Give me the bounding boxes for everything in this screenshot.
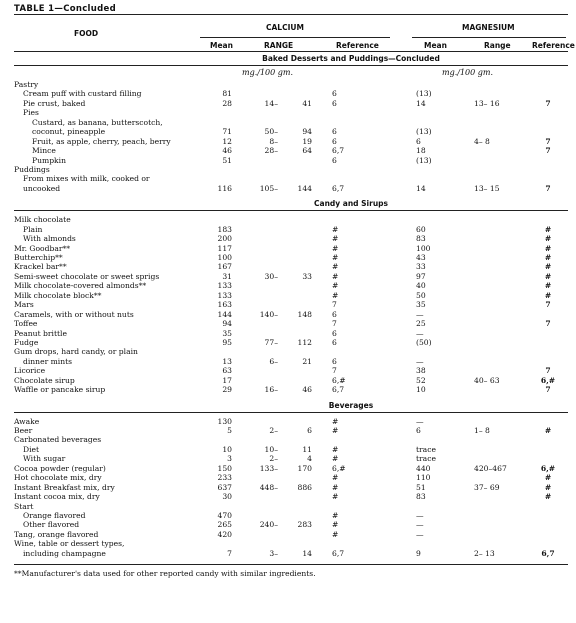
calcium-mean: 420 <box>217 529 232 539</box>
food-name: With almonds <box>23 234 76 244</box>
calcium-mean: 81 <box>222 89 232 99</box>
table-row <box>14 244 568 253</box>
calcium-reference: # <box>332 281 339 291</box>
table-row <box>14 435 568 444</box>
food-name: Tang, orange flavored <box>14 529 99 539</box>
calcium-range-high: 46 <box>302 385 312 395</box>
food-name: Butterchip** <box>14 253 63 262</box>
table-row <box>14 539 568 548</box>
magnesium-mean: 51 <box>416 482 426 492</box>
calcium-mean: 116 <box>217 183 232 193</box>
magnesium-reference: # <box>544 224 552 234</box>
food-name: Gum drops, hard candy, or plain <box>14 347 138 357</box>
magnesium-range: 37– 69 <box>474 482 500 492</box>
magnesium-reference: 7 <box>545 300 551 310</box>
table-row <box>14 511 568 520</box>
calcium-mean: 10 <box>222 444 232 454</box>
calcium-reference: 6 <box>332 98 337 108</box>
calcium-range-low: 50– <box>264 127 278 137</box>
magnesium-mean: 6 <box>416 426 421 435</box>
table-row <box>14 329 568 338</box>
magnesium-units: mg./100 gm. <box>442 68 494 77</box>
calcium-reference: # <box>332 473 339 483</box>
magnesium-range: 1– 8 <box>474 426 490 435</box>
mg-mean-header: Mean <box>424 41 447 50</box>
table-row <box>14 357 568 366</box>
calcium-range-low: 14– <box>264 98 278 108</box>
calcium-range-high: 6 <box>307 426 312 435</box>
calcium-mean: 133 <box>217 281 232 291</box>
magnesium-reference: # <box>544 492 552 502</box>
calcium-mean: 71 <box>222 127 232 137</box>
calcium-mean: 95 <box>222 337 232 347</box>
calcium-reference: 6 <box>332 328 337 338</box>
magnesium-mean: 43 <box>416 253 426 262</box>
magnesium-reference: # <box>544 426 552 435</box>
magnesium-mean: 83 <box>416 234 426 244</box>
calcium-reference: 7 <box>332 300 337 310</box>
table-row <box>14 426 568 435</box>
magnesium-mean: 50 <box>416 290 426 300</box>
table-row <box>14 445 568 454</box>
calcium-reference: # <box>332 416 339 426</box>
calcium-units: mg./100 gm. <box>242 68 294 77</box>
food-name: uncooked <box>23 183 61 193</box>
calcium-mean: 29 <box>222 385 232 395</box>
calcium-mean: 167 <box>217 262 232 272</box>
table-row <box>14 385 568 394</box>
food-name: Hot chocolate mix, dry <box>14 473 102 483</box>
calcium-reference: 6,7 <box>332 385 345 395</box>
units-row <box>14 66 568 80</box>
food-name: Milk chocolate <box>14 215 71 225</box>
food-name: Orange flavored <box>23 510 86 520</box>
table-row <box>14 366 568 375</box>
calcium-range-low: 140– <box>259 309 278 319</box>
calcium-mean: 150 <box>217 463 232 473</box>
magnesium-mean: — <box>416 309 424 319</box>
magnesium-mean: — <box>416 416 424 426</box>
calcium-reference: 6,7 <box>332 146 345 156</box>
table-row <box>14 454 568 463</box>
magnesium-reference: # <box>544 234 552 244</box>
calcium-range-low: 2– <box>269 426 278 435</box>
magnesium-mean: 35 <box>416 300 426 310</box>
magnesium-mean: 83 <box>416 492 426 502</box>
table-row <box>14 80 568 89</box>
magnesium-reference: # <box>544 253 552 262</box>
calcium-reference: # <box>332 243 339 253</box>
magnesium-range: 4– 8 <box>474 136 490 146</box>
food-name: Plain <box>23 224 43 234</box>
calcium-reference: 6,# <box>332 375 346 385</box>
calcium-reference: # <box>332 290 339 300</box>
mg-range-header: Range <box>484 41 511 50</box>
calcium-reference: # <box>332 224 339 234</box>
calcium-range-high: 11 <box>302 444 312 454</box>
table-title: TABLE 1—Concluded <box>14 4 116 14</box>
table-row <box>14 108 568 117</box>
food-name: Other flavored <box>23 520 80 530</box>
magnesium-mean: 33 <box>416 262 426 272</box>
magnesium-mean: — <box>416 328 424 338</box>
table-body <box>14 52 568 562</box>
calcium-range-low: 240– <box>259 520 278 530</box>
calcium-reference: 6 <box>332 356 337 366</box>
calcium-range-high: 94 <box>302 127 312 137</box>
table-row <box>14 184 568 193</box>
food-name: Instant Breakfast mix, dry <box>14 482 115 492</box>
table-row <box>14 464 568 473</box>
magnesium-mean: — <box>416 529 424 539</box>
magnesium-reference: 7 <box>545 146 551 156</box>
magnesium-header: MAGNESIUM <box>462 23 515 32</box>
calcium-range-high: 21 <box>302 356 312 366</box>
table-row <box>14 234 568 243</box>
food-name: Pie crust, baked <box>23 98 86 108</box>
food-name: Milk chocolate block** <box>14 290 102 300</box>
magnesium-reference: # <box>544 290 552 300</box>
ca-mean-header: Mean <box>210 41 233 50</box>
calcium-mean: 51 <box>222 155 232 165</box>
calcium-reference: 6,7 <box>332 548 345 558</box>
magnesium-mean: 110 <box>416 473 431 483</box>
section-heading: Beverages <box>14 399 568 413</box>
food-name: including champagne <box>23 548 106 558</box>
calcium-reference: # <box>332 482 339 492</box>
magnesium-mean: 52 <box>416 375 426 385</box>
table-row <box>14 483 568 492</box>
table-row <box>14 520 568 529</box>
food-name: Chocolate sirup <box>14 375 75 385</box>
table-row <box>14 376 568 385</box>
table-row <box>14 417 568 426</box>
magnesium-range: 2– 13 <box>474 548 495 558</box>
calcium-range-low: 2– <box>269 454 278 464</box>
calcium-range-high: 14 <box>302 548 312 558</box>
calcium-reference: # <box>332 271 339 281</box>
magnesium-reference: # <box>544 262 552 272</box>
calcium-reference: 6 <box>332 155 337 165</box>
calcium-range-low: 105– <box>259 183 278 193</box>
calcium-reference: # <box>332 253 339 262</box>
table-row <box>14 502 568 511</box>
magnesium-mean: 14 <box>416 183 426 193</box>
food-name: Toffee <box>14 319 38 329</box>
calcium-reference: # <box>332 426 339 435</box>
magnesium-reference: # <box>544 473 552 483</box>
food-name: Diet <box>23 444 40 454</box>
food-name: Waffle or pancake sirup <box>14 385 106 395</box>
table-row <box>14 215 568 224</box>
table-row <box>14 347 568 356</box>
calcium-mean: 637 <box>217 482 232 492</box>
magnesium-mean: 25 <box>416 319 426 329</box>
magnesium-mean: (50) <box>416 337 432 347</box>
table-row <box>14 272 568 281</box>
food-name: Awake <box>14 416 40 426</box>
magnesium-mean: 40 <box>416 281 426 291</box>
table-row <box>14 281 568 290</box>
food-name: Instant cocoa mix, dry <box>14 492 100 502</box>
ca-range-header: RANGE <box>264 41 294 50</box>
magnesium-reference: # <box>544 482 552 492</box>
table-row <box>14 549 568 558</box>
food-name: From mixes with milk, cooked or <box>23 174 150 184</box>
table-row <box>14 319 568 328</box>
magnesium-range: 13– 15 <box>474 183 500 193</box>
calcium-mean: 183 <box>217 224 232 234</box>
calcium-range-low: 10– <box>264 444 278 454</box>
calcium-reference: # <box>332 262 339 272</box>
food-name: Caramels, with or without nuts <box>14 309 134 319</box>
calcium-mean: 144 <box>217 309 232 319</box>
calcium-mean: 35 <box>222 328 232 338</box>
calcium-mean: 265 <box>217 520 232 530</box>
table-row <box>14 492 568 501</box>
magnesium-mean: 440 <box>416 463 431 473</box>
calcium-mean: 13 <box>222 356 232 366</box>
magnesium-reference: 7 <box>545 366 551 376</box>
table-row <box>14 137 568 146</box>
calcium-range-high: 41 <box>302 98 312 108</box>
calcium-mean: 100 <box>217 253 232 262</box>
magnesium-reference: 7 <box>545 183 551 193</box>
calcium-reference: 6 <box>332 309 337 319</box>
food-name: Beer <box>14 426 33 435</box>
calcium-mean: 94 <box>222 319 232 329</box>
magnesium-mean: 6 <box>416 136 421 146</box>
food-name: coconut, pineapple <box>32 127 106 137</box>
magnesium-range: 40– 63 <box>474 375 500 385</box>
table-header <box>14 15 575 51</box>
magnesium-reference: 6,# <box>540 463 556 473</box>
food-name: Wine, table or dessert types, <box>14 539 125 549</box>
calcium-range-high: 33 <box>302 271 312 281</box>
ca-reference-header: Reference <box>336 41 379 50</box>
calcium-range-high: 19 <box>302 136 312 146</box>
food-name: Pumpkin <box>32 155 66 165</box>
calcium-mean: 7 <box>227 548 232 558</box>
calcium-rule <box>200 37 390 38</box>
calcium-reference: # <box>332 520 339 530</box>
food-name: Mince <box>32 146 56 156</box>
calcium-reference: 6 <box>332 89 337 99</box>
table-row <box>14 473 568 482</box>
food-name: Start <box>14 501 34 511</box>
calcium-range-low: 133– <box>259 463 278 473</box>
table-row <box>14 146 568 155</box>
calcium-reference: # <box>332 529 339 539</box>
magnesium-mean: (13) <box>416 89 432 99</box>
table-row <box>14 530 568 539</box>
table-row <box>14 310 568 319</box>
calcium-reference: 6,7 <box>332 183 345 193</box>
calcium-range-high: 148 <box>297 309 312 319</box>
food-name: Semi-sweet chocolate or sweet sprigs <box>14 271 160 281</box>
calcium-range-low: 28– <box>264 146 278 156</box>
food-name: Peanut brittle <box>14 328 67 338</box>
footnote: **Manufacturer's data used for other reported candy with similar ingredients. <box>14 569 316 579</box>
magnesium-mean: 60 <box>416 224 426 234</box>
table-row <box>14 165 568 174</box>
magnesium-reference: 7 <box>545 136 551 146</box>
food-name: Fruit, as apple, cherry, peach, berry <box>32 136 171 146</box>
calcium-mean: 200 <box>217 234 232 244</box>
magnesium-mean: 14 <box>416 98 426 108</box>
calcium-mean: 5 <box>227 426 232 435</box>
magnesium-mean: trace <box>416 444 436 454</box>
food-name: Custard, as banana, butterscotch, <box>32 117 163 127</box>
food-name: Licorice <box>14 366 46 376</box>
table-row <box>14 127 568 136</box>
calcium-range-low: 3– <box>269 548 278 558</box>
food-header: FOOD <box>74 29 99 38</box>
calcium-range-low: 30– <box>264 271 278 281</box>
magnesium-reference: 6,7 <box>541 548 555 558</box>
magnesium-mean: (13) <box>416 155 432 165</box>
calcium-range-low: 8– <box>269 136 278 146</box>
magnesium-reference: # <box>544 243 552 253</box>
calcium-reference: 6 <box>332 127 337 137</box>
food-name: Pies <box>23 108 39 118</box>
food-name: Krackel bar** <box>14 262 67 272</box>
magnesium-rule <box>412 37 566 38</box>
table-row <box>14 225 568 234</box>
calcium-mean: 17 <box>222 375 232 385</box>
calcium-mean: 133 <box>217 290 232 300</box>
magnesium-reference: 6,# <box>540 375 556 385</box>
table-row <box>14 156 568 165</box>
magnesium-range: 13– 16 <box>474 98 500 108</box>
calcium-reference: 7 <box>332 366 337 376</box>
magnesium-mean: 97 <box>416 271 426 281</box>
food-name: Pastry <box>14 80 39 89</box>
calcium-range-high: 112 <box>297 337 312 347</box>
calcium-mean: 3 <box>227 454 232 464</box>
table-row <box>14 174 568 183</box>
calcium-range-high: 283 <box>297 520 312 530</box>
table-row <box>14 118 568 127</box>
calcium-range-high: 64 <box>302 146 312 156</box>
magnesium-mean: 100 <box>416 243 431 253</box>
section-heading: Candy and Sirups <box>14 197 568 211</box>
magnesium-mean: — <box>416 520 424 530</box>
food-name: Cream puff with custard filling <box>23 89 142 99</box>
calcium-range-low: 16– <box>264 385 278 395</box>
calcium-mean: 117 <box>217 243 232 253</box>
calcium-reference: # <box>332 492 339 502</box>
magnesium-mean: 10 <box>416 385 426 395</box>
calcium-mean: 233 <box>217 473 232 483</box>
calcium-range-low: 6– <box>269 356 278 366</box>
calcium-reference: 6,# <box>332 463 346 473</box>
bottom-rule <box>14 564 568 565</box>
food-name: Cocoa powder (regular) <box>14 463 106 473</box>
calcium-mean: 12 <box>222 136 232 146</box>
section-heading: Baked Desserts and Puddings—Concluded <box>14 52 568 66</box>
magnesium-mean: 18 <box>416 146 426 156</box>
magnesium-reference: # <box>544 271 552 281</box>
calcium-reference: # <box>332 454 339 464</box>
magnesium-reference: 7 <box>545 385 551 395</box>
table-row <box>14 300 568 309</box>
food-name: Mars <box>14 300 34 310</box>
food-name: Milk chocolate-covered almonds** <box>14 281 147 291</box>
magnesium-mean: (13) <box>416 127 432 137</box>
magnesium-mean: — <box>416 356 424 366</box>
calcium-header: CALCIUM <box>266 23 304 32</box>
table-row <box>14 338 568 347</box>
calcium-reference: 7 <box>332 319 337 329</box>
table-row <box>14 291 568 300</box>
magnesium-range: 420–467 <box>474 463 507 473</box>
magnesium-mean: trace <box>416 454 436 464</box>
magnesium-mean: — <box>416 510 424 520</box>
mg-reference-header: Reference <box>532 41 575 50</box>
table-row <box>14 262 568 271</box>
food-name: dinner mints <box>23 356 73 366</box>
calcium-mean: 63 <box>222 366 232 376</box>
calcium-mean: 470 <box>217 510 232 520</box>
magnesium-reference: # <box>544 281 552 291</box>
calcium-mean: 28 <box>222 98 232 108</box>
calcium-range-high: 886 <box>297 482 312 492</box>
calcium-mean: 31 <box>222 271 232 281</box>
food-name: Puddings <box>14 164 50 174</box>
table-row <box>14 99 568 108</box>
calcium-mean: 163 <box>217 300 232 310</box>
food-name: Fudge <box>14 337 39 347</box>
calcium-range-low: 77– <box>264 337 278 347</box>
calcium-range-high: 4 <box>307 454 312 464</box>
calcium-reference: # <box>332 234 339 244</box>
magnesium-mean: 38 <box>416 366 426 376</box>
calcium-range-high: 144 <box>297 183 312 193</box>
calcium-mean: 130 <box>217 416 232 426</box>
magnesium-reference: 7 <box>545 319 551 329</box>
food-name: With sugar <box>23 454 66 464</box>
table-row <box>14 253 568 262</box>
magnesium-reference: 7 <box>545 98 551 108</box>
food-name: Carbonated beverages <box>14 435 102 445</box>
food-name: Mr. Goodbar** <box>14 243 71 253</box>
table-row <box>14 89 568 98</box>
calcium-reference: # <box>332 444 339 454</box>
magnesium-mean: 9 <box>416 548 421 558</box>
calcium-reference: 6 <box>332 337 337 347</box>
calcium-range-low: 448– <box>259 482 278 492</box>
calcium-reference: 6 <box>332 136 337 146</box>
calcium-range-high: 170 <box>297 463 312 473</box>
calcium-mean: 46 <box>222 146 232 156</box>
calcium-reference: # <box>332 510 339 520</box>
calcium-mean: 30 <box>222 492 232 502</box>
